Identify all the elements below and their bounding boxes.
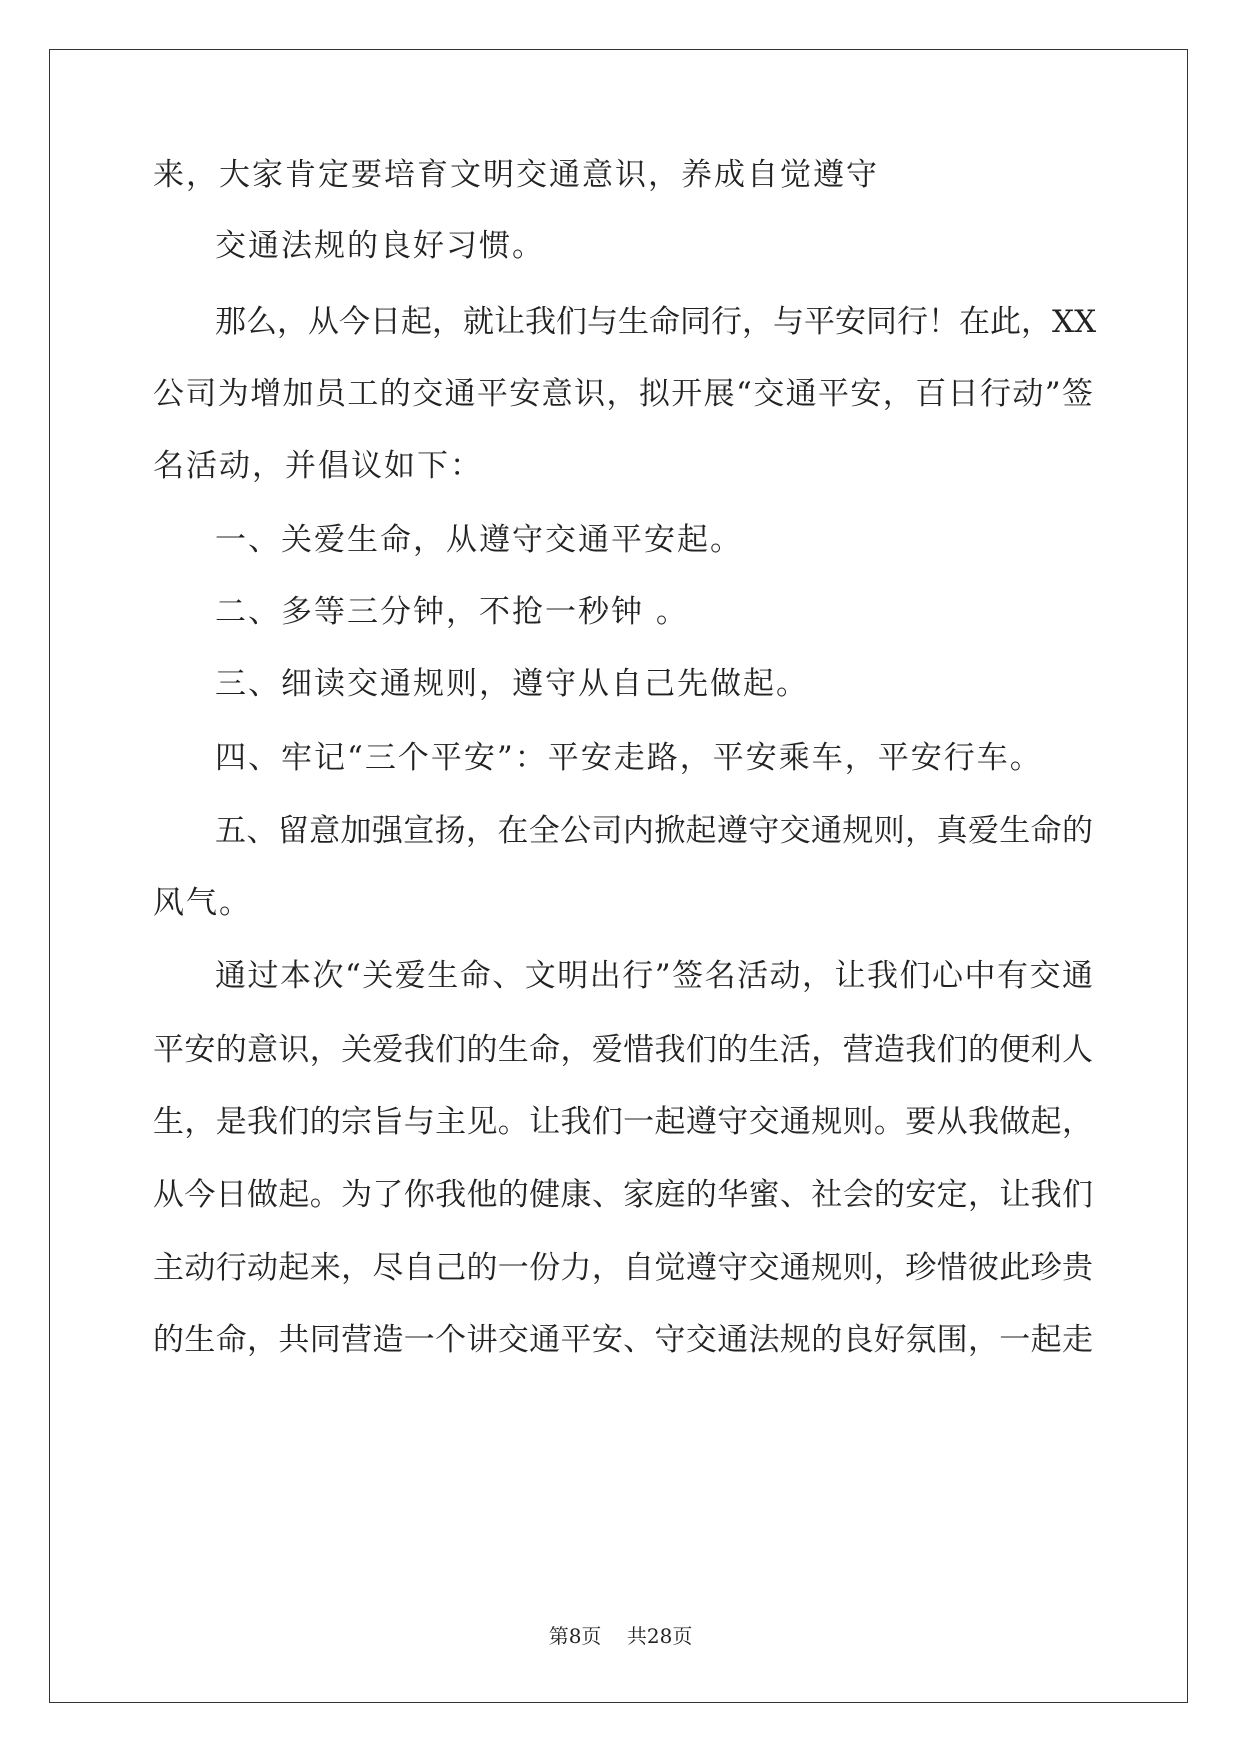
text-line: 生，是我们的宗旨与主见。让我们一起遵守交通规则。要从我做起， xyxy=(153,1104,1093,1140)
text-line: 的生命，共同营造一个讲交通平安、守交通法规的良好氛围，一起走 xyxy=(153,1322,1093,1358)
page-number: 8 xyxy=(568,1624,582,1648)
text-line: 来，大家肯定要培育文明交通意识，养成自觉遵守 xyxy=(153,157,879,193)
text-line: 一、关爱生命，从遵守交通平安起。 xyxy=(215,522,743,558)
text-line: 二、多等三分钟，不抢一秒钟 。 xyxy=(215,594,689,630)
text-line: 五、留意加强宣扬，在全公司内掀起遵守交通规则，真爱生命的 xyxy=(215,813,1093,849)
text-line: 交通法规的良好习惯。 xyxy=(215,228,545,264)
page-border xyxy=(49,49,1188,1703)
text-line: 三、细读交通规则，遵守从自己先做起。 xyxy=(215,666,809,702)
text-line: 名活动，并倡议如下： xyxy=(153,448,483,484)
page-footer xyxy=(0,1624,1241,1648)
text-line: 那么，从今日起，就让我们与生命同行，与平安同行！在此，XX xyxy=(215,304,1097,340)
text-line: 风气。 xyxy=(153,885,252,921)
page-prefix: 第 xyxy=(548,1624,569,1648)
total-pages: 28 xyxy=(646,1624,673,1648)
text-line: 通过本次“关爱生命、文明出行”签名活动，让我们心中有交通 xyxy=(215,958,1093,994)
text-line: 平安的意识，关爱我们的生命，爱惜我们的生活，营造我们的便利人 xyxy=(153,1032,1093,1068)
text-line: 主动行动起来，尽自己的一份力，自觉遵守交通规则，珍惜彼此珍贵 xyxy=(153,1250,1093,1286)
total-suffix: 页 xyxy=(672,1624,693,1648)
text-line: 四、牢记“三个平安”：平安走路，平安乘车，平安行车。 xyxy=(215,740,1043,776)
total-prefix: 共 xyxy=(626,1624,647,1648)
page-suffix: 页 xyxy=(581,1624,602,1648)
text-line: 公司为增加员工的交通平安意识，拟开展“交通平安，百日行动”签 xyxy=(153,376,1093,412)
text-line: 从今日做起。为了你我他的健康、家庭的华蜜、社会的安定，让我们 xyxy=(153,1177,1093,1213)
